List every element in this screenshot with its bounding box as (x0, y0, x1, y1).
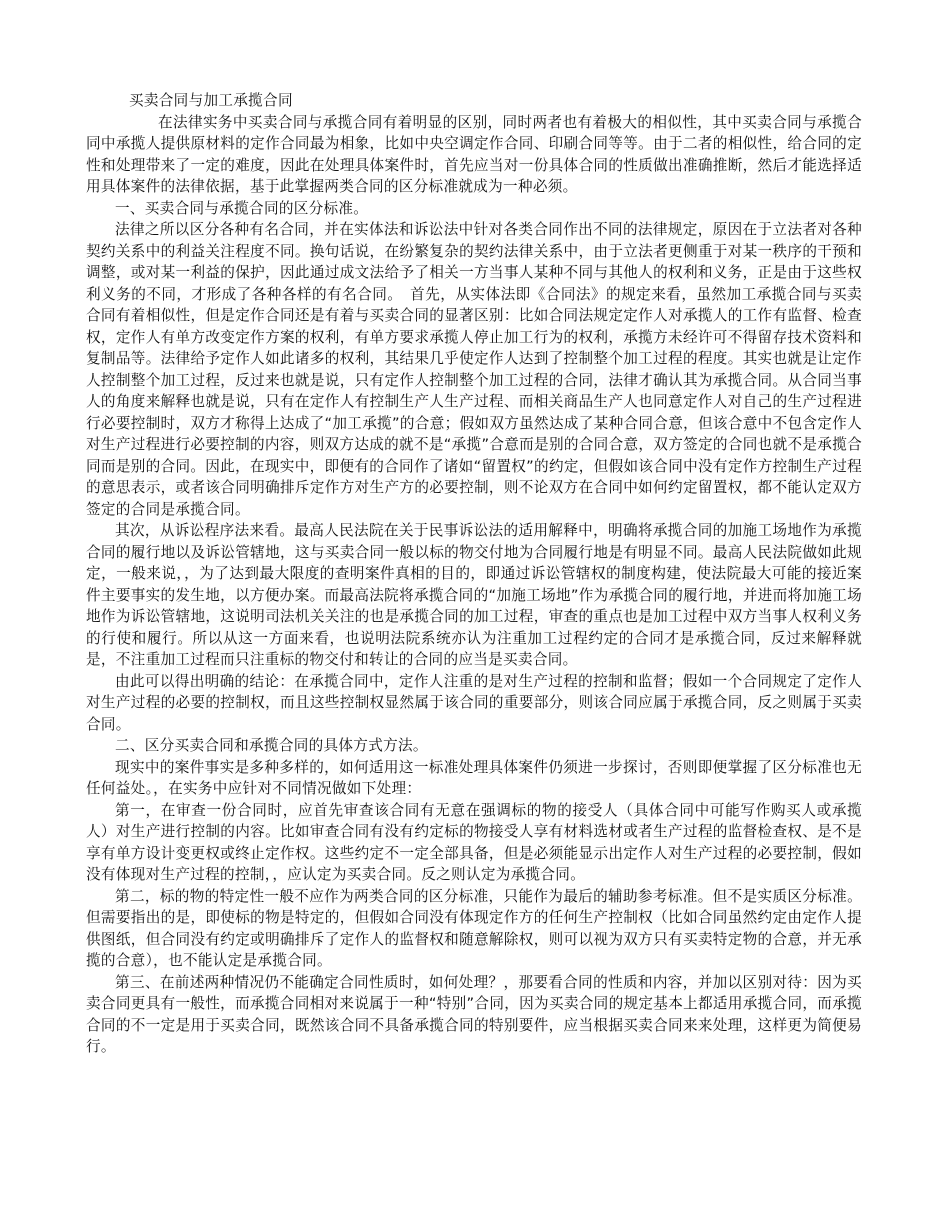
paragraph-method-second: 第二，标的物的特定性一般不应作为两类合同的区分标准，只能作为最后的辅助参考标准。但不是实质区分标准。但需要指出的是，即使标的物是特定的，但假如合同没有体现定作方的任何生产控制权（比如合同虽然约定由定作人提供图纸，但合同没有约定或明确排斥了定作人的监督权和随意解除权，则可以视为双方只有买卖特定物的合意，并无承揽的合意），也不能认定是承揽合同。 (86, 887, 862, 969)
section-heading-2: 二、区分买卖合同和承揽合同的具体方式方法。 (115, 737, 428, 754)
paragraph-method-first: 第一，在审查一份合同时，应首先审查该合同有无意在强调标的物的接受人（具体合同中可能写作购买人或承揽人）对生产进行控制的内容。比如审查合同有没有约定标的物接受人享有材料选材或者生产过程的监督检查权、是不是享有单方设计变更权或终止定作权。这些约定不一定全部具备，但是必须能显示出定作人对生产过程的必要控制，假如没有体现对生产过程的控制，，应认定为买卖合同。反之则认定为承揽合同。 (86, 801, 862, 883)
paragraph-methods-intro: 现实中的案件事实是多种多样的，如何适用这一标准处理具体案件仍须进一步探讨，否则即便掌握了区分标准也无任何益处。，在实务中应针对不同情况做如下处理： (86, 758, 862, 797)
paragraph-substantive-law: 法律之所以区分各种有名合同，并在实体法和诉讼法中针对各类合同作出不同的法律规定，原因在于立法者对各种契约关系中的利益关注程度不同。换句话说，在纷繁复杂的契约法律关系中，由于立法者更侧重于对某一秩序的干预和调整，或对某一利益的保护，因此通过成文法给予了相关一方当事人某种不同与其他人的权利和义务，正是由于这些权利义务的不同，才形成了各种各样的有名合同。 首先，从实体法即《合同法》的规定来看，虽然加工承揽合同与买卖合同有着相似性，但是定作合同还是有着与买卖合同的显著区别：比如合同法规定定作人对承揽人的工作有监督、检查权，定作人有单方改变定作方案的权利，有单方要求承揽人停止加工行为的权利，承揽方未经许可不得留存技术资料和复制品等。法律给予定作人如此诸多的权利，其结果几乎使定作人达到了控制整个加工过程的程度。其实也就是让定作人控制整个加工过程，反过来也就是说，只有定作人控制整个加工过程的合同，法律才确认其为承揽合同。从合同当事人的角度来解释也就是说，只有在定作人有控制生产人生产过程、而相关商品生产人也同意定作人对自己的生产过程进行必要控制时，双方才称得上达成了“加工承揽”的合意；假如双方虽然达成了某种合同合意，但该合意中不包含定作人对生产过程进行必要控制的内容，则双方达成的就不是“承揽”合意而是别的合同合意，双方签定的合同也就不是承揽合同而是别的合同。因此，在现实中，即便有的合同作了诸如“留置权”的约定，但假如该合同中没有定作方控制生产过程的意思表示，或者该合同明确排斥定作方对生产方的必要控制，则不论双方在合同中如何约定留置权，都不能认定双方签定的合同是承揽合同。 (86, 221, 862, 518)
document-body (86, 90, 862, 1058)
paragraph-method-third: 第三、在前述两种情况仍不能确定合同性质时，如何处理？，那要看合同的性质和内容，并加以区别对待：因为买卖合同更具有一般性，而承揽合同相对来说属于一种“特别”合同，因为买卖合同的规定基本上都适用承揽合同，而承揽合同的不一定是用于买卖合同，既然该合同不具备承揽合同的特别要件，应当根据买卖合同来来处理，这样更为简便易行。 (86, 973, 862, 1055)
section-heading-1: 一、买卖合同与承揽合同的区分标准。 (115, 199, 369, 217)
paragraph-procedural-law: 其次，从诉讼程序法来看。最高人民法院在关于民事诉讼法的适用解释中，明确将承揽合同的加施工场地作为承揽合同的履行地以及诉讼管辖地，这与买卖合同一般以标的物交付地为合同履行地是有明显不同。最高人民法院做如此规定，一般来说，，为了达到最大限度的查明案件真相的目的，即通过诉讼管辖权的制度构建，使法院最大可能的接近案件主要事实的发生地，以方便办案。而最高法院将承揽合同的“加施工场地”作为承揽合同的履行地，并进而将加施工场地作为诉讼管辖地，这说明司法机关关注的也是承揽合同的加工过程，审查的重点也是加工过程中双方当事人权利义务的行使和履行。所以从这一方面来看，也说明法院系统亦认为注重加工过程约定的合同才是承揽合同，反过来解释就是，不注重加工过程而只注重标的物交付和转让的合同的应当是买卖合同。 (86, 522, 862, 668)
paragraph-conclusion: 由此可以得出明确的结论：在承揽合同中，定作人注重的是对生产过程的控制和监督；假如一个合同规定了定作人对生产过程的必要的控制权，而且这些控制权显然属于该合同的重要部分，则该合同应属于承揽合同，反之则属于买卖合同。 (86, 672, 862, 733)
document-title: 买卖合同与加工承揽合同 (129, 92, 293, 109)
paragraph-intro: 在法律实务中买卖合同与承揽合同有着明显的区别，同时两者也有着极大的相似性，其中买卖合同与承揽合同中承揽人提供原材料的定作合同最为相象，比如中央空调定作合同、印刷合同等等。由于二者的相似性，给合同的定性和处理带来了一定的难度，因此在处理具体案件时，首先应当对一份具体合同的性质做出准确推断，然后才能选择适用具体案件的法律依据，基于此掌握两类合同的区分标准就成为一种必须。 (86, 113, 862, 195)
